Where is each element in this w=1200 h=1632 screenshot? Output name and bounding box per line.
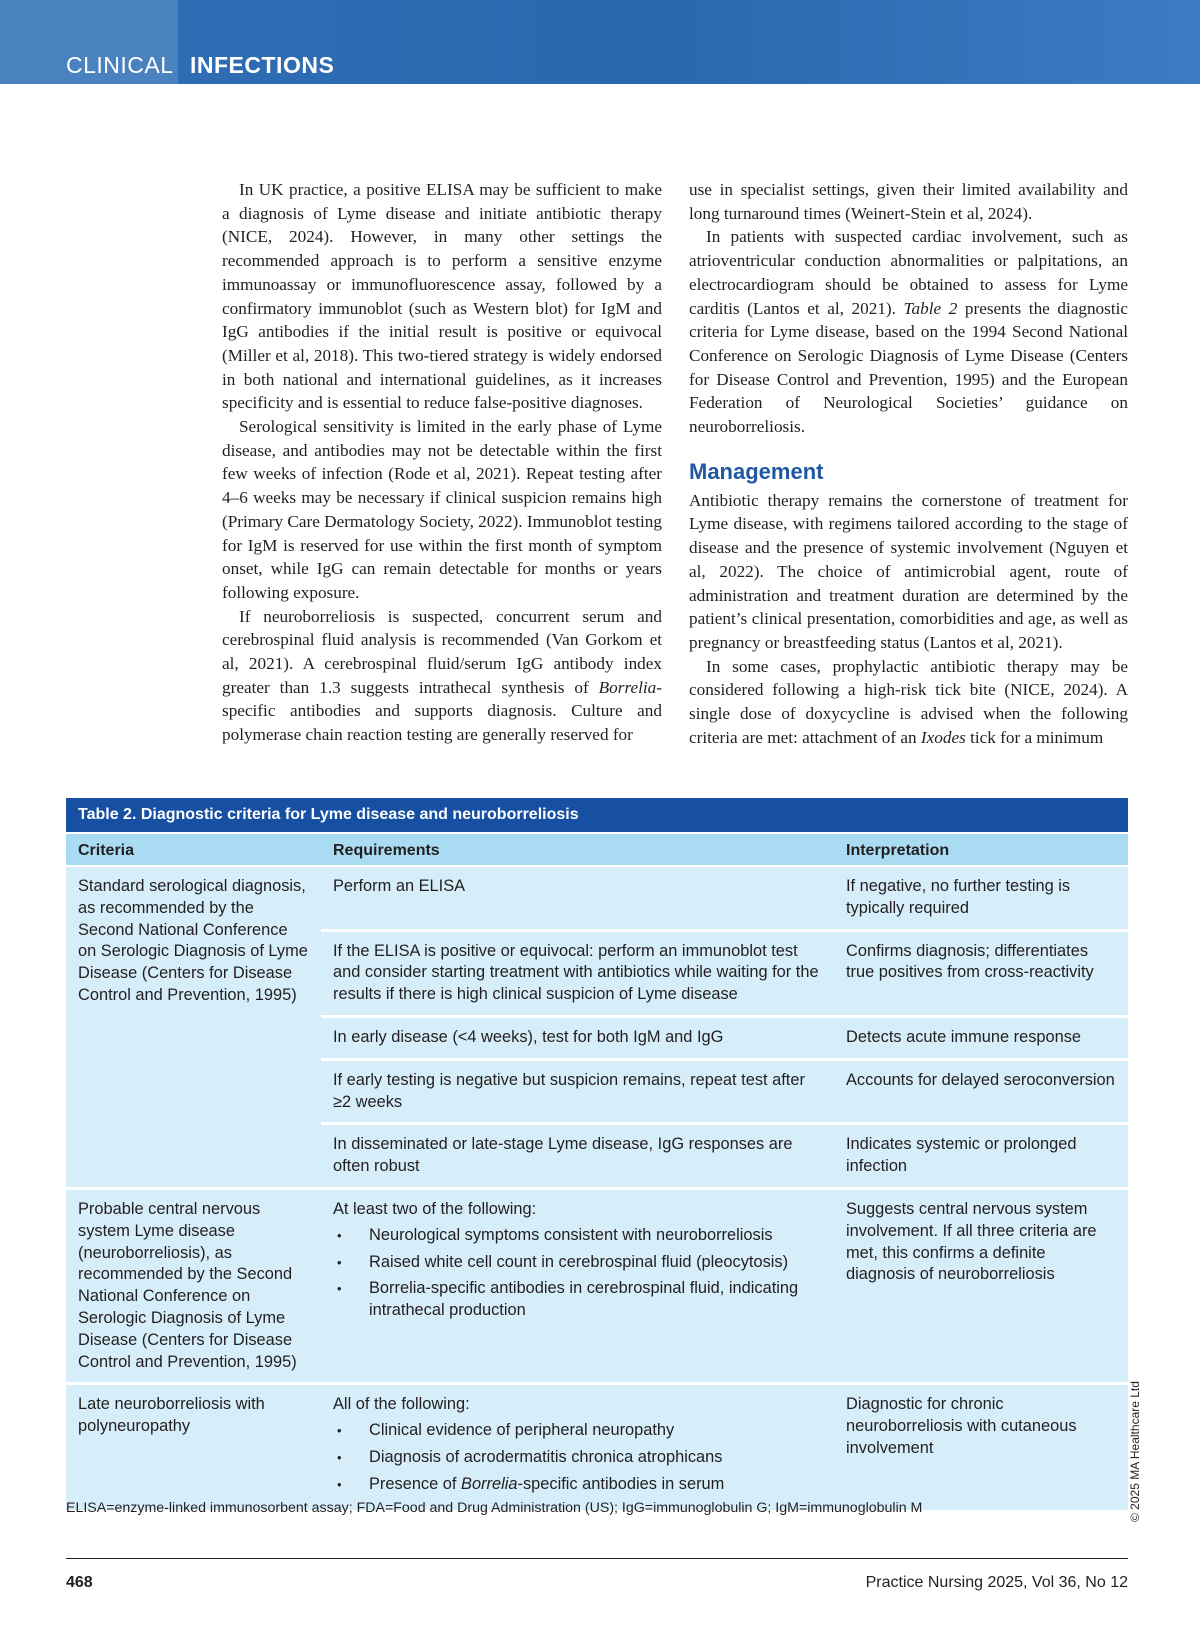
header-section-label: CLINICAL: [66, 52, 174, 78]
table-row-group: [66, 1190, 1128, 1385]
header-band: [0, 0, 1200, 84]
text-run: -specific antibodies in serum: [517, 1474, 725, 1493]
italic-text: Borrelia: [598, 677, 657, 697]
text-run: In patients with suspected cardiac involvement, such as atrioventricular conduction abnormalities or palpitations, an electrocardiogram should be obtained to assess for Lyme carditis (Lantos et al, 2021).: [689, 227, 1128, 318]
paragraph: Serological sensitivity is limited in the early phase of Lyme disease, and antibodies may not be detectable within the first few weeks of infection (Rode et al, 2021). Repeat testing after 4–6 weeks may be necessary if clinical suspicion remains high (Primary Care Dermatology Society, 2022). Immunoblot testing for IgM is reserved for use within the first month of symptom onset, while IgG can remain detectable for months or years following exposure.: [222, 417, 662, 602]
requirement-rows: [321, 1190, 1128, 1382]
text-run: If neuroborreliosis is suspected, concurrent serum and cerebrospinal fluid analysis is recommended (Van Gorkom et al, 2021). A cerebrospinal fluid/serum IgG antibody index greater than 1.3 suggests intrathecal synthesis of: [222, 606, 662, 697]
footer-divider: [66, 1558, 1128, 1559]
interpretation-cell: Confirms diagnosis; differentiates true positives from cross-reactivity: [846, 941, 1094, 982]
interpretation-cell: Diagnostic for chronic neuroborreliosis with cutaneous involvement: [846, 1395, 1077, 1457]
copyright-notice: © 2025 MA Healthcare Ltd: [1128, 1381, 1142, 1522]
table-row: [321, 932, 1128, 1018]
list-item: • Raised white cell count in cerebrospinal fluid (pleocytosis): [333, 1252, 822, 1274]
paragraph: Antibiotic therapy remains the cornerstone of treatment for Lyme disease, with regimens tailored according to the stage of disease and the presence of systemic involvement (Nguyen et al, 2022). The choice of antimicrobial agent, route of administration and treatment duration are determined by the patient’s clinical presentation, comorbidities and age, as well as pregnancy or breastfeeding status (Lantos et al, 2021).: [689, 490, 1128, 652]
text-run: tick for a minimum: [965, 727, 1104, 747]
table-row-group: [66, 1385, 1128, 1509]
interpretation-cell: If negative, no further testing is typically required: [846, 877, 1071, 917]
journal-citation: Practice Nursing 2025, Vol 36, No 12: [865, 1574, 1128, 1591]
list-item: • Neurological symptoms consistent with neuroborreliosis: [333, 1225, 822, 1247]
italic-text: Table 2: [903, 298, 958, 318]
requirement-rows: [321, 867, 1128, 1187]
requirement-intro: All of the following:: [333, 1395, 470, 1414]
header-topic-label: INFECTIONS: [190, 52, 335, 78]
paragraph: [689, 655, 1128, 750]
list-item: • Clinical evidence of peripheral neuropathy: [333, 1420, 822, 1442]
text-run: -specific antibodies and supports diagnosis. Culture and polymerase chain reaction testing are generally reserved for: [222, 677, 662, 745]
paragraph: use in specialist settings, given their limited availability and long turnaround times (Weinert-Stein et al, 2024).: [689, 180, 1128, 223]
bullet-list: [333, 1420, 822, 1495]
requirement-cell: Perform an ELISA: [333, 877, 466, 895]
table-title: Table 2. Diagnostic criteria for Lyme disease and neuroborreliosis: [66, 798, 1128, 832]
italic-text: Ixodes: [920, 727, 966, 747]
text-run: Presence of: [369, 1474, 462, 1493]
table-row-group: [66, 867, 1128, 1190]
criteria-cell: Late neuroborreliosis with polyneuropathy: [78, 1395, 265, 1436]
list-item: • Diagnosis of acrodermatitis chronica atrophicans: [333, 1447, 822, 1469]
text-run: presents the diagnostic criteria for Lyme disease, based on the 1994 Second National Conference on Serologic Diagnosis of Lyme Disease (Centers for Disease Control and Prevention, 1995) and the European Federation of Neurological Societies’ guidance on neuroborreliosis.: [689, 298, 1129, 437]
table-row: [321, 1125, 1128, 1187]
criteria-cell: Probable central nervous system Lyme disease (neuroborreliosis), as recommended by the Second National Conference on Serologic Diagnosis of Lyme Disease (Centers for Disease Control and Prevention, 1995): [78, 1199, 297, 1371]
paragraph: In UK practice, a positive ELISA may be sufficient to make a diagnosis of Lyme disease and initiate antibiotic therapy (NICE, 2024). However, in many other settings the recommended approach is to perform a sensitive enzyme immunoassay or immunofluorescence assay, followed by a confirmatory immunoblot (such as Western blot) for IgM and IgG antibodies if the initial result is positive or equivocal (Miller et al, 2018). This two-tiered strategy is widely endorsed in both national and international guidelines, as it increases specificity and is essential to reduce false-positive diagnoses.: [222, 180, 662, 413]
requirement-cell: [321, 1385, 834, 1509]
table-footnote: ELISA=enzyme-linked immunosorbent assay; FDA=Food and Drug Administration (US); IgG=immunoglobulin G; IgM=immunoglobulin M: [66, 1500, 923, 1516]
criteria-cell: Standard serological diagnosis, as recommended by the Second National Conference on Serologic Diagnosis of Lyme Disease (Centers for Disease Control and Prevention, 1995): [78, 877, 308, 1004]
requirement-cell: In disseminated or late-stage Lyme disease, IgG responses are often robust: [333, 1135, 793, 1176]
column-header: Interpretation: [846, 842, 950, 859]
requirement-cell: If the ELISA is positive or equivocal: perform an immunoblot test and consider starting treatment with antibiotics while waiting for the results if there is high clinical suspicion of Lyme disease: [333, 941, 819, 1004]
requirement-intro: At least two of the following:: [333, 1199, 537, 1218]
table-row: [321, 1018, 1128, 1061]
requirement-cell: [321, 1190, 834, 1336]
section-heading: Management: [689, 458, 824, 484]
list-item: [333, 1474, 822, 1496]
list-item: • Borrelia-specific antibodies in cerebrospinal fluid, indicating intrathecal production: [333, 1278, 822, 1322]
interpretation-cell: Indicates systemic or prolonged infection: [846, 1135, 1077, 1176]
table-row: [321, 1385, 1128, 1509]
interpretation-cell: Detects acute immune response: [846, 1027, 1082, 1046]
table-row: [321, 1061, 1128, 1126]
table-row: [321, 1190, 1128, 1336]
bullet-list: [333, 1225, 822, 1322]
interpretation-cell: Suggests central nervous system involvement. If all three criteria are met, this confirms a definite diagnosis of neuroborreliosis: [846, 1199, 1097, 1284]
requirement-cell: If early testing is negative but suspicion remains, repeat test after ≥2 weeks: [333, 1070, 805, 1111]
column-header: Criteria: [78, 842, 135, 859]
requirement-rows: [321, 1385, 1128, 1509]
requirement-cell: In early disease (<4 weeks), test for both IgM and IgG: [333, 1027, 724, 1046]
table-header-row: [66, 832, 1128, 867]
text-run: In some cases, prophylactic antibiotic therapy may be considered following a high-risk tick bite (NICE, 2024). A single dose of doxycycline is advised when the following criteria are met: attachment of an: [689, 656, 1128, 747]
italic-text: Borrelia: [461, 1474, 518, 1493]
left-text-column: [222, 178, 662, 747]
diagnostic-criteria-table: [66, 798, 1128, 1510]
page-number: 468: [66, 1574, 93, 1591]
table-row: [321, 867, 1128, 932]
paragraph: [222, 605, 662, 747]
interpretation-cell: Accounts for delayed seroconversion: [846, 1070, 1115, 1089]
right-text-column: [689, 178, 1128, 749]
column-header: Requirements: [333, 842, 440, 859]
paragraph: [689, 225, 1128, 438]
